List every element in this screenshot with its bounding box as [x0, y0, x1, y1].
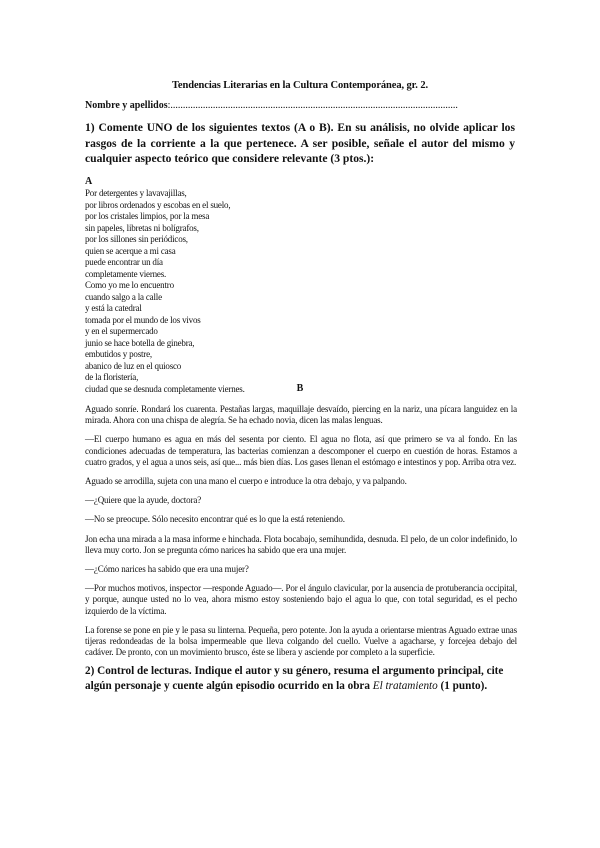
poem-line: puede encontrar un día: [85, 257, 163, 267]
prose-paragraph: La forense se pone en pie y le pasa su linterna. Pequeña, pero potente. Jon la ayuda a orientarse mientras Aguado extrae unas tijeras redondeadas de la bolsa impermeable que lleva colgando del cuello. Vuelve a agacharse, y forcejea debajo del cadáver. De pronto, con un movimiento brusco, éste se libera y asciende por completo a la superficie.: [85, 624, 517, 658]
prose-paragraph: —¿Cómo narices ha sabido que era una mujer?: [85, 564, 249, 575]
poem-line: junio se hace botella de ginebra,: [85, 337, 195, 348]
poem-line: por los cristales limpios, por la mesa: [85, 211, 210, 221]
poem-line: y en el supermercado: [85, 326, 158, 336]
poem-line: tomada por el mundo de los vivos: [85, 314, 201, 325]
poem-line: abanico de luz en el quiosco: [85, 360, 182, 371]
poem-line: completamente viernes.: [85, 268, 167, 279]
poem-line: cuando salgo a la calle: [85, 291, 162, 302]
poem-line: por los sillones sin periódicos,: [85, 234, 188, 244]
prose-paragraph: —¿Quiere que la ayude, doctora?: [85, 495, 202, 506]
poem-line: ciudad que se desnuda completamente viernes.: [85, 383, 245, 394]
prose-paragraph: —El cuerpo humano es agua en más del sesenta por ciento. El agua no flota, así que primero se va al fondo. En las condiciones adecuadas de temperatura, las bacterias comienzan a descomponer el cuerpo en cuestión de horas. Estamos a cuatro grados, y el agua a unos seis, así que... más bien días. Los gases llenan el estómago e intestinos y pop. Arriba otra vez.: [85, 434, 517, 467]
question-2: [85, 664, 517, 694]
poem-line: por libros ordenados y escobas en el suelo,: [85, 199, 231, 210]
prose-paragraph: —No se preocupe. Sólo necesito encontrar qué es lo que la está reteniendo.: [85, 514, 345, 525]
poem-line: sin papeles, libretas ni bolígrafos,: [85, 222, 199, 233]
prose-paragraph: Aguado se arrodilla, sujeta con una mano el cuerpo e introduce la otra debajo, y va palpando.: [85, 476, 407, 487]
text-a-label: A: [85, 176, 93, 187]
poem-line: y está la catedral: [85, 303, 142, 313]
question-1: 1) Comente UNO de los siguientes textos (A o B). En su análisis, no olvide aplicar los rasgos de la corriente a la que pertenece. A ser posible, señale el autor del mismo y cualquier aspecto teórico que considere relevante (3 ptos.):: [85, 121, 515, 165]
poem-line: embutidos y postre,: [85, 349, 152, 359]
poem-line: Como yo me lo encuentro: [85, 280, 174, 290]
text-b-label: B: [296, 383, 304, 394]
prose-paragraph: Jon echa una mirada a la masa informe e hinchada. Flota bocabajo, semihundida, desnuda. El pelo, de un color indefinido, lo lleva muy corto. Jon se pregunta cómo narices ha sabido que era una mujer.: [85, 533, 517, 555]
poem-text-a: [85, 188, 245, 395]
name-dots: :...................................................................................................................: [167, 100, 458, 111]
name-label: Nombre y apellidos: [85, 100, 168, 111]
prose-text-b: [85, 404, 517, 666]
name-field-line: [85, 100, 458, 111]
poem-line: de la floristería,: [85, 372, 139, 382]
question-2-points: (1 punto).: [437, 680, 488, 692]
poem-line: Por detergentes y lavavajillas,: [85, 188, 187, 198]
prose-paragraph: —Por muchos motivos, inspector —responde Aguado—. Por el ángulo clavicular, por la ausencia de protuberancia occipital, y porque, aunque usted no lo vea, ahora mismo estoy sosteniendo bajo el agua lo que, con total seguridad, es el pecho izquierdo de la víctima.: [85, 583, 517, 616]
poem-line: quien se acerque a mi casa: [85, 245, 176, 256]
question-2-text: 2) Control de lecturas. Indique el autor y su género, resuma el argumento principal, cite algún personaje y cuente algún episodio ocurrido en la obra: [85, 665, 504, 692]
page-title: Tendencias Literarias en la Cultura Contemporánea, gr. 2.: [171, 80, 429, 91]
prose-paragraph: Aguado sonríe. Rondará los cuarenta. Pestañas largas, maquillaje desvaído, piercing en la nariz, una pícara languidez en la mirada. Ahora con una chispa de alegría. Se ha echado novia, dicen las malas lenguas.: [85, 404, 517, 426]
work-title: El tratamiento: [372, 680, 438, 692]
